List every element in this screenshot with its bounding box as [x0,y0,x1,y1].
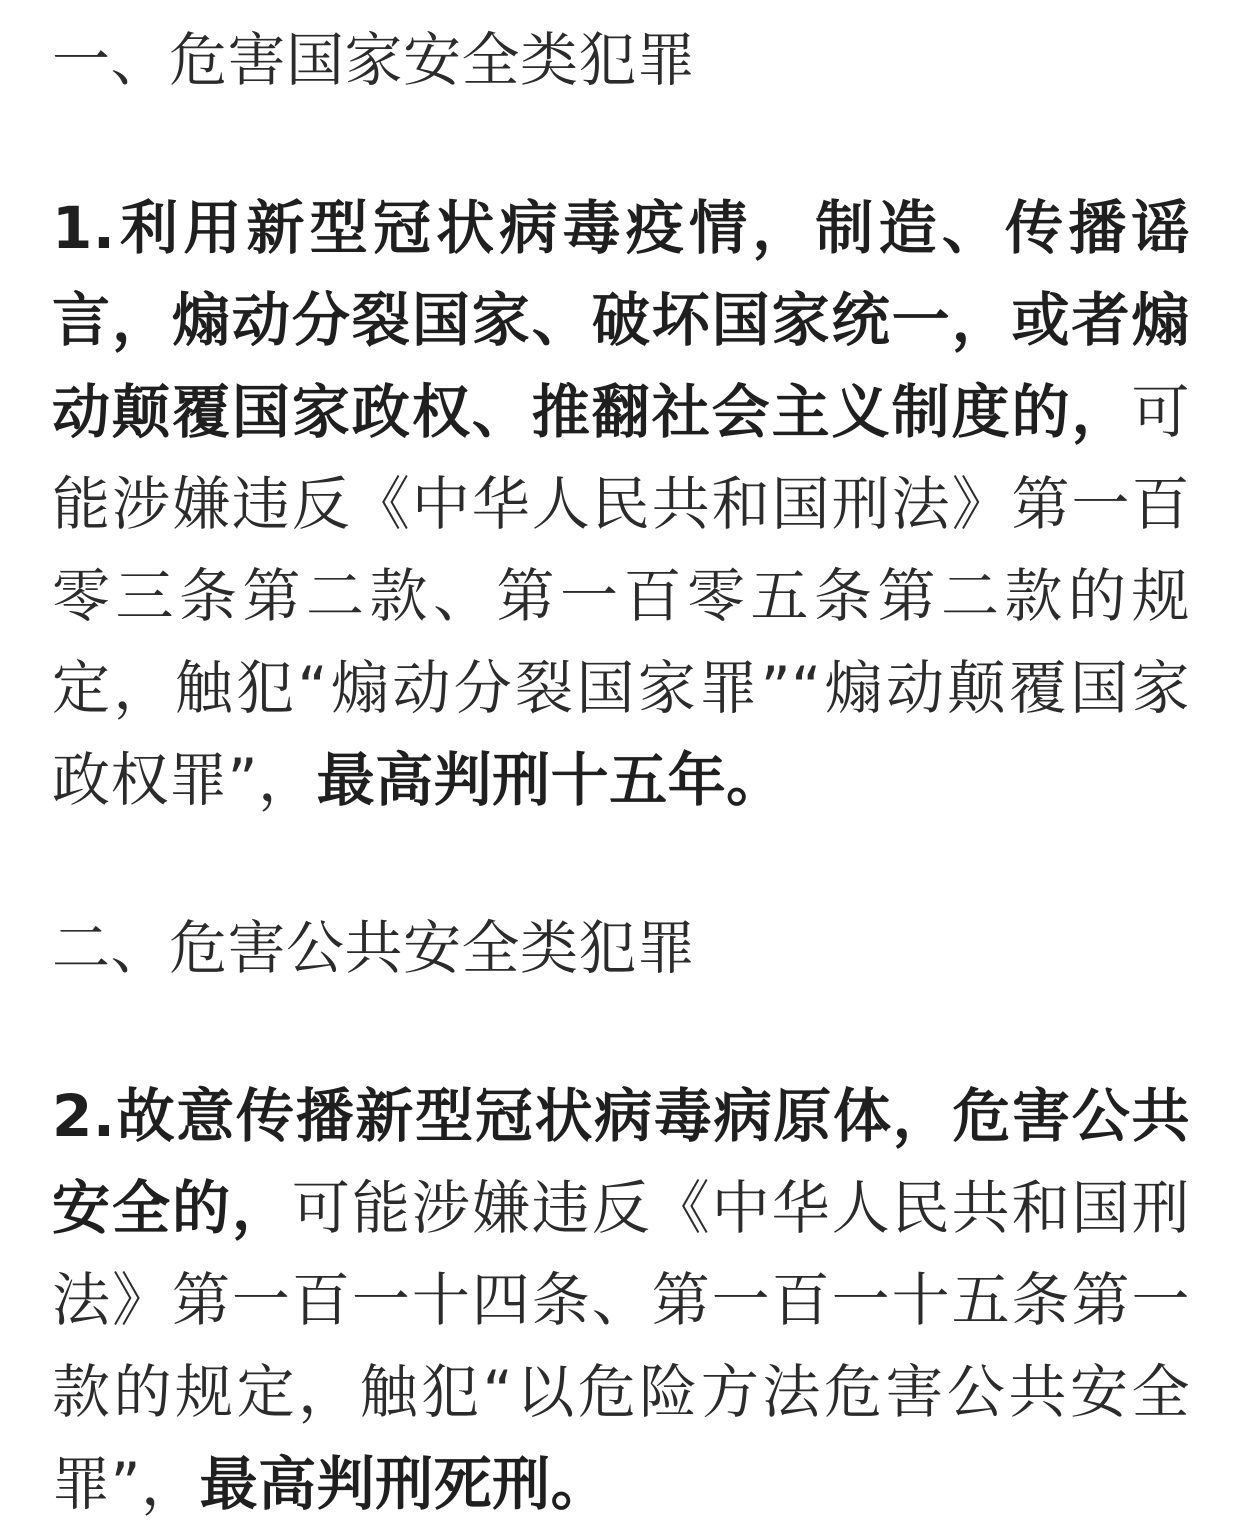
section-heading-national-security: 一、危害国家安全类犯罪 [52,26,696,94]
paragraph-body: 可能涉嫌违反《中华人民共和国刑法》第一百零三条第二款、第一百零五条第二款的规定，触犯“煽动分裂国家罪”“煽动颠覆国家政权罪”， [52,378,1190,814]
paragraph-lead: 2.故意传播新型冠状病毒病原体，危害公共安全的， [52,1082,1190,1242]
paragraph-lead: 1.利用新型冠状病毒疫情，制造、传播谣言，煽动分裂国家、破坏国家统一，或者煽动颠覆国家政权、推翻社会主义制度的， [52,194,1190,446]
section-paragraph-1 [52,182,1190,826]
paragraph-penalty: 最高判刑死刑。 [199,1450,610,1518]
section-paragraph-2 [52,1070,1190,1530]
section-heading-public-safety: 二、危害公共安全类犯罪 [52,914,696,982]
paragraph-body: 可能涉嫌违反《中华人民共和国刑法》第一百一十四条、第一百一十五条第一款的规定，触犯“以危险方法危害公共安全罪”， [52,1174,1190,1518]
paragraph-penalty: 最高判刑十五年。 [316,746,785,814]
